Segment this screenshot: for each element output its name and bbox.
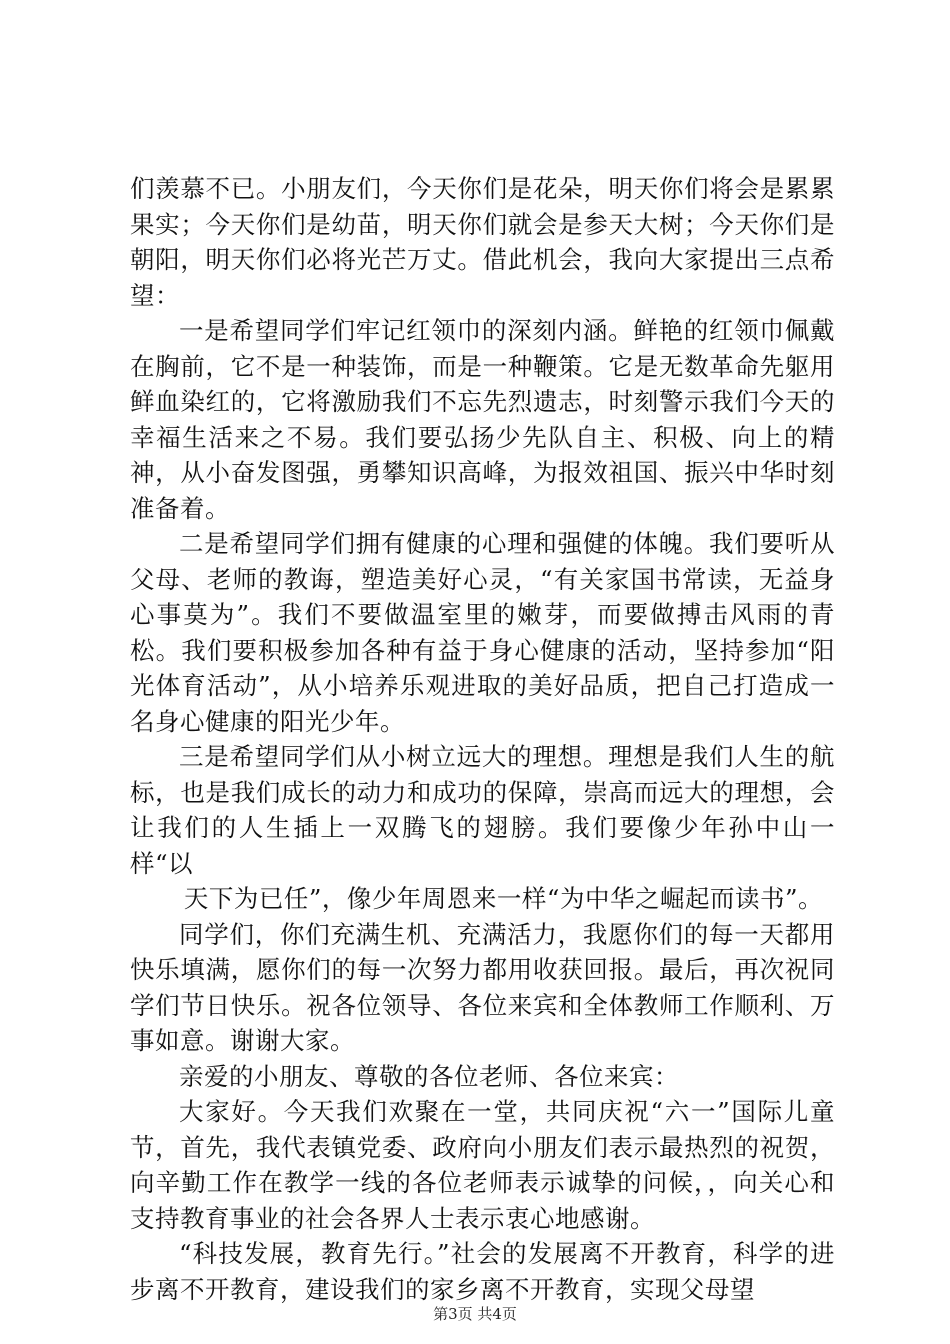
paragraph-hope-one: 一是希望同学们牢记红领巾的深刻内涵。鲜艳的红领巾佩戴在胸前，它不是一种装饰，而是一种鞭策。它是无数革命先躯用鲜血染红的，它将激励我们不忘先烈遗志，时刻警示我们今天的幸福生活来之不易。我们要弘扬少先队自主、积极、向上的精神，从小奋发图强，勇攀知识高峰，为报效祖国、振兴中华时刻准备着。 [130, 316, 835, 523]
document-body [130, 171, 835, 1307]
paragraph-hope-two: 二是希望同学们拥有健康的心理和强健的体魄。我们要听从父母、老师的教诲，塑造美好心灵，“有关家国书常读，无益身心事莫为”。我们不要做温室里的嫩芽，而要做搏击风雨的青松。我们要积极参加各种有益于身心健康的活动，坚持参加“阳光体育活动”，从小培养乐观进取的美好品质，把自己打造成一名身心健康的阳光少年。 [130, 529, 835, 736]
paragraph-hope-three-cont: 天下为已任”，像少年周恩来一样“为中华之崛起而读书”。 [183, 884, 823, 913]
paragraph-salutation: 亲爱的小朋友、尊敬的各位老师、各位来宾： [179, 1061, 679, 1091]
paragraph-greeting: 大家好。今天我们欢聚在一堂，共同庆祝“六一”国际儿童节，首先，我代表镇党委、政府向小朋友们表示最热烈的祝贺，向辛勤工作在教学一线的各位老师表示诚挚的问候，，向关心和支持教育事业的社会各界人士表示衷心地感谢。 [130, 1097, 835, 1233]
paragraph-hope-three: 三是希望同学们从小树立远大的理想。理想是我们人生的航标，也是我们成长的动力和成功的保障，崇高而远大的理想，会让我们的人生插上一双腾飞的翅膀。我们要像少年孙中山一样“以 [130, 742, 835, 878]
paragraph-closing: 同学们，你们充满生机、充满活力，我愿你们的每一天都用快乐填满，愿你们的每一次努力都用收获回报。最后，再次祝同学们节日快乐。祝各位领导、各位来宾和全体教师工作顺利、万事如意。谢谢大家。 [130, 919, 835, 1055]
paragraph-education: “科技发展，教育先行。”社会的发展离不开教育，科学的进步离不开教育，建设我们的家乡离不开教育，实现父母望 [130, 1239, 835, 1304]
page-footer: 第3页 共4页 [433, 1305, 517, 1323]
paragraph-continuation: 们羡慕不已。小朋友们，今天你们是花朵，明天你们将会是累累果实；今天你们是幼苗，明天你们就会是参天大树；今天你们是朝阳，明天你们必将光芒万丈。借此机会，我向大家提出三点希望： [130, 174, 835, 310]
